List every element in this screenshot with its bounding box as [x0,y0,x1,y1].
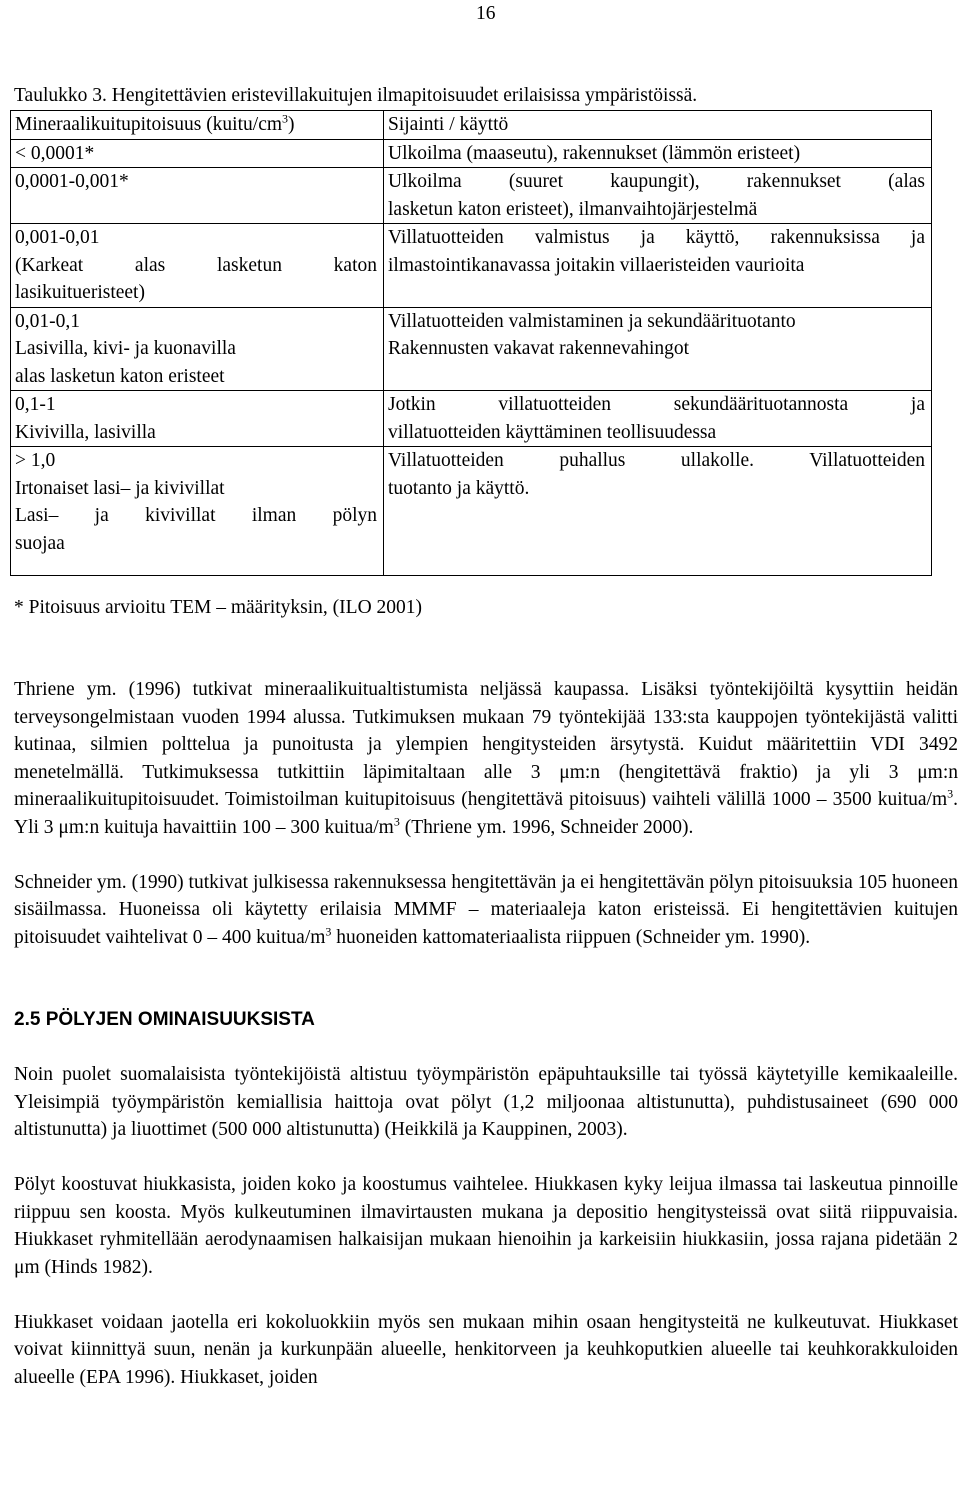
cell-text: Ulkoilma (suuret kaupungit), rakennukset (alas [388,171,925,192]
cell-text: Villatuotteiden puhallus ullakolle. Villatuotteiden [388,450,925,471]
header-concentration: Mineraalikuitupitoisuus $(kuitu/cm^3)$ [11,111,384,140]
table-row [11,447,932,576]
cell-text: Villatuotteiden valmistaminen ja sekundäärituotanto [388,310,796,332]
cell-text: Ulkoilma (maaseutu), rakennukset (lämmön eristeet) [388,142,801,164]
section-heading: 2.5 PÖLYJEN OMINAISUUKSISTA [14,1009,315,1030]
fiber-concentration-table [10,110,932,576]
cell-text: Irtonaiset lasi– ja kivivillat [15,477,225,499]
table-row [11,307,932,391]
page-number: 16 [476,3,496,24]
header-location: Sijainti / käyttö [384,111,932,140]
table-footnote: * Pitoisuus arvioitu TEM – määrityksin, (ILO 2001) [14,597,423,618]
body-text [14,676,958,1391]
cell-text: 0,0001-0,001* [15,171,129,192]
paragraph: Hiukkaset voidaan jaotella eri kokoluokkiin myös sen mukaan mihin osaan hengitysteitä ne kulkeutuvat. Hiukkaset voivat kiinnittyä suun, nenän ja kurkunpään alueelle, henkitorveen ja keuhkoputkien alueelle tai keuhkorakkuloiden alueelle (EPA 1996). Hiukkaset, joiden [14,1311,958,1388]
cell-text: Lasi– ja kivivillat ilman pölyn [15,505,377,526]
table-row [11,168,932,224]
paragraph: Pölyt koostuvat hiukkasista, joiden koko ja koostumus vaihtelee. Hiukkasen kyky leijua ilmassa tai laskeutua pinnoille riippuu sen koosta. Myös kulkeutuminen ilmavirtausten mukana ja depositio hengitysteissä ovat siitä riippuvaisia. Hiukkaset ryhmitellään aerodynaamisen halkaisijan mukaan hienoihin ja karkeisiin hiukkasiin, jossa rajana pidetään 2 μm (Hinds 1982). [14,1174,958,1278]
cell-text: Kivivilla, lasivilla [15,421,156,443]
cell-text: Rakennusten vakavat rakennevahingot [388,338,690,359]
paragraph: Noin puolet suomalaisista työntekijöistä altistuu työympäristön epäpuhtauksille tai työssä käytetyille kemikaaleille. Yleisimpiä työympäristön kemiallisia haittoja ovat pölyt (1,2 miljoonaa altistunutta), puhdistusaineet (690 000 altistunutta) ja liuottimet (500 000 altistunutta) (Heikkilä ja Kauppinen, 2003). [14,1064,958,1140]
cell-text: 0,1-1 [15,394,56,415]
cell-text: Villatuotteiden valmistus ja käyttö, rakennuksissa ja [388,227,925,248]
cell-text: suojaa [15,532,65,554]
table-row [11,224,932,308]
table-row [11,391,932,447]
table-header-row [11,111,932,140]
cell-text: ilmastointikanavassa joitakin villaeristeiden vaurioita [388,254,805,276]
cell-text: alas lasketun katon eristeet [15,365,225,387]
cell-text: Jotkin villatuotteiden sekundäärituotannosta ja [388,394,925,415]
cell-text: Lasivilla, kivi- ja kuonavilla [15,338,236,359]
cell-text: 0,001-0,01 [15,227,100,248]
cell-text: 0,01-0,1 [15,310,80,332]
cell-text: tuotanto ja käyttö. [388,477,530,499]
table-row [11,139,932,168]
cell-text: lasketun katon eristeet), ilmanvaihtojärjestelmä [388,198,758,220]
cell-text: > 1,0 [15,450,56,471]
cell-text: < 0,0001* [15,142,95,164]
paragraph-schneider: Schneider ym. (1990) tutkivat julkisessa rakennuksessa hengitettävän ja ei hengitettävän pölyn pitoisuuksia 105 huoneen sisäilmassa. Huoneissa oli käytetty erilaisia MMMF – materiaaleja katon eristeissä. Ei hengitettävien kuitujen pitoisuudet vaihtelivat 0 – 400 kuitua/$m^3$ huoneiden kattomateriaalista riippuen (Schneider ym. 1990). [14,871,958,948]
cell-text: lasikuitueristeet) [15,282,145,303]
table-caption: Taulukko 3. Hengitettävien eristevillakuitujen ilmapitoisuudet erilaisissa ympäristöissä. [14,85,698,106]
cell-text: villatuotteiden käyttäminen teollisuudessa [388,421,717,443]
cell-text: (Karkeat alas lasketun katon [15,254,377,276]
paragraph-thriene: Thriene ym. (1996) tutkivat mineraalikuitualtistumista neljässä kaupassa. Lisäksi työntekijöiltä kysyttiin heidän terveysongelmistaan vuoden 1994 alussa. Tutkimuksen mukaan 79 työntekijää 133:sta kauppojen työntekijästä valitti kutinaa, silmien polttelua ja punoitusta ja ylempien hengitysteiden ärsytystä. Kuidut määritettiin VDI 3492 menetelmällä. Tutkimuksessa tutkittiin läpimitaltaan alle 3 μm:n (hengitettävä fraktio) ja yli 3 μm:n mineraalikuitupitoisuudet. Toimistoilman kuitupitoisuus (hengitettävä pitoisuus) vaihteli välillä 1000 – 3500 kuitua/$m^3$. Yli 3 μm:n kuituja havaittiin 100 – 300 kuitua/$m^3$ (Thriene ym. 1996, Schneider 2000). [14,679,958,838]
